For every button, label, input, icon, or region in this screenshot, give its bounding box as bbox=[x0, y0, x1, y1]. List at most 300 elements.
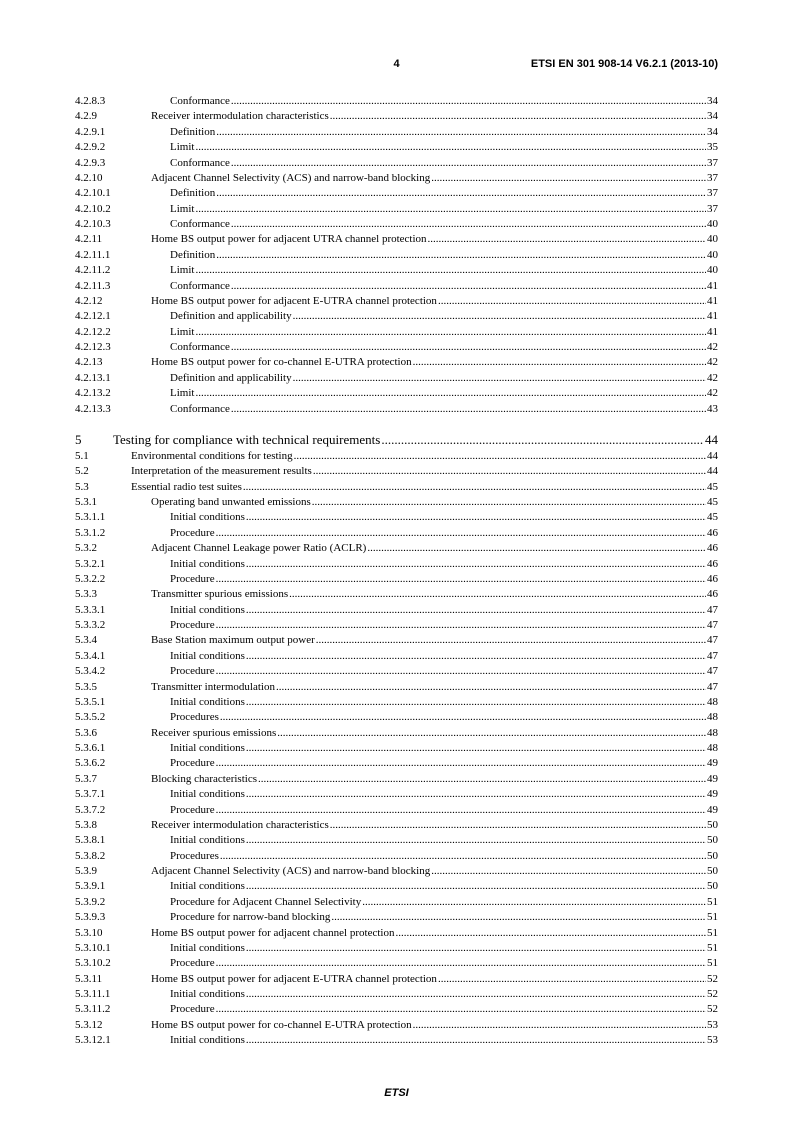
toc-entry-body bbox=[151, 1018, 718, 1033]
toc-entry[interactable] bbox=[75, 94, 718, 109]
toc-dot-leader bbox=[195, 386, 706, 401]
toc-dot-leader bbox=[195, 263, 706, 278]
toc-entry-title: Initial conditions bbox=[170, 695, 245, 710]
toc-entry-number: 4.2.10.2 bbox=[75, 202, 111, 215]
toc-dot-leader bbox=[362, 895, 706, 910]
toc-entry-number: 5.3.3.1 bbox=[75, 603, 106, 616]
toc-entry-title: Transmitter spurious emissions bbox=[151, 587, 288, 602]
toc-dot-leader bbox=[216, 664, 706, 679]
toc-entry-number: 4.2.11.3 bbox=[75, 279, 111, 292]
toc-dot-leader bbox=[258, 772, 706, 787]
toc-entry-title: Home BS output power for adjacent UTRA channel protection bbox=[151, 232, 427, 247]
toc-entry-page: 51 bbox=[707, 957, 718, 970]
toc-dot-leader bbox=[216, 756, 706, 771]
toc-entry[interactable] bbox=[75, 279, 718, 294]
toc-dot-leader bbox=[195, 202, 706, 217]
toc-entry-page: 48 bbox=[707, 726, 718, 739]
toc-entry[interactable] bbox=[75, 386, 718, 401]
toc-entry-body bbox=[113, 430, 718, 449]
toc-entry-page: 42 bbox=[707, 371, 718, 384]
toc-entry[interactable] bbox=[75, 864, 718, 879]
toc-dot-leader bbox=[413, 355, 706, 370]
toc-entry-body bbox=[151, 171, 718, 186]
toc-entry-number: 5.3.10.1 bbox=[75, 941, 111, 954]
toc-entry-body bbox=[170, 664, 718, 679]
toc-entry-page: 47 bbox=[707, 603, 718, 616]
toc-dot-leader bbox=[220, 710, 706, 725]
toc-entry-page: 43 bbox=[707, 402, 718, 415]
toc-entry-number: 4.2.9.2 bbox=[75, 141, 106, 154]
toc-entry-page: 52 bbox=[707, 1003, 718, 1016]
toc-entry-body bbox=[151, 109, 718, 124]
toc-entry-body bbox=[170, 263, 718, 278]
toc-entry-page: 48 bbox=[707, 742, 718, 754]
toc-entry-number: 5.3.5.1 bbox=[75, 695, 106, 708]
toc-entry-number: 5.3.5 bbox=[75, 680, 97, 693]
toc-entry[interactable] bbox=[75, 818, 718, 833]
toc-entry-page: 37 bbox=[707, 156, 718, 169]
toc-entry[interactable] bbox=[75, 710, 718, 725]
toc-entry-page: 44 bbox=[707, 449, 718, 462]
toc-entry[interactable] bbox=[75, 510, 718, 525]
toc-entry[interactable] bbox=[75, 340, 718, 355]
toc-dot-leader bbox=[246, 941, 706, 956]
toc-dot-leader bbox=[231, 402, 706, 417]
toc-entry-page: 34 bbox=[707, 95, 718, 107]
toc-entry-number: 5.3.9.3 bbox=[75, 911, 106, 924]
toc-entry-page: 41 bbox=[707, 279, 718, 292]
toc-entry-title: Conformance bbox=[170, 279, 230, 294]
toc-entry-body bbox=[170, 895, 718, 910]
toc-entry[interactable] bbox=[75, 680, 718, 695]
toc-entry-title: Procedure bbox=[170, 572, 215, 587]
toc-entry-body bbox=[170, 309, 718, 324]
toc-entry-title: Procedures bbox=[170, 849, 219, 864]
toc-dot-leader bbox=[246, 879, 706, 894]
toc-entry-page: 40 bbox=[707, 218, 718, 230]
toc-entry-body bbox=[151, 864, 718, 879]
toc-entry-body bbox=[170, 572, 718, 587]
toc-entry-title: Base Station maximum output power bbox=[151, 633, 315, 648]
toc-dot-leader bbox=[231, 156, 706, 171]
document-id: ETSI EN 301 908-14 V6.2.1 (2013-10) bbox=[530, 58, 718, 70]
toc-entry-number: 4.2.10.1 bbox=[75, 187, 111, 200]
toc-entry-number: 4.2.13.3 bbox=[75, 402, 111, 415]
toc-entry-body bbox=[151, 587, 718, 602]
toc-entry-body bbox=[170, 140, 718, 155]
toc-entry-number: 4.2.8.3 bbox=[75, 95, 106, 107]
toc-entry[interactable] bbox=[75, 664, 718, 679]
toc-entry-title: Conformance bbox=[170, 156, 230, 171]
toc-entry[interactable] bbox=[75, 1018, 718, 1033]
toc-entry-body bbox=[170, 94, 718, 109]
toc-entry-number: 5.3 bbox=[75, 480, 89, 493]
toc-entry-title: Procedure for Adjacent Channel Selectivity bbox=[170, 895, 361, 910]
toc-entry-page: 53 bbox=[707, 1034, 718, 1047]
toc-entry[interactable] bbox=[75, 125, 718, 140]
toc-entry-page: 42 bbox=[707, 341, 718, 353]
toc-dot-leader bbox=[246, 787, 706, 802]
page-header bbox=[0, 58, 793, 74]
toc-entry[interactable] bbox=[75, 371, 718, 386]
toc-entry-body bbox=[170, 202, 718, 217]
toc-dot-leader bbox=[231, 340, 706, 355]
toc-entry-body bbox=[131, 464, 718, 479]
toc-entry-number: 5.3.8.2 bbox=[75, 849, 106, 862]
toc-dot-leader bbox=[313, 464, 706, 479]
toc-entry-number: 5.3.4.1 bbox=[75, 649, 106, 662]
toc-entry-body bbox=[170, 956, 718, 971]
toc-entry-page: 51 bbox=[707, 895, 718, 908]
toc-entry-number: 4.2.9 bbox=[75, 110, 97, 123]
toc-entry-title: Procedure bbox=[170, 803, 215, 818]
toc-entry[interactable] bbox=[75, 987, 718, 1002]
toc-entry-title: Initial conditions bbox=[170, 833, 245, 848]
toc-entry-body bbox=[151, 355, 718, 370]
toc-entry-body bbox=[170, 987, 718, 1002]
toc-dot-leader bbox=[246, 649, 706, 664]
toc-entry[interactable] bbox=[75, 926, 718, 941]
toc-entry-title: Procedure for narrow-band blocking bbox=[170, 910, 330, 925]
toc-entry-title: Definition and applicability bbox=[170, 309, 292, 324]
toc-entry-body bbox=[151, 680, 718, 695]
toc-dot-leader bbox=[216, 572, 706, 587]
toc-entry-page: 45 bbox=[707, 496, 718, 508]
toc-entry-page: 50 bbox=[707, 849, 718, 862]
toc-dot-leader bbox=[276, 680, 706, 695]
toc-dot-leader bbox=[231, 217, 706, 232]
toc-entry-page: 47 bbox=[707, 634, 718, 647]
toc-entry[interactable] bbox=[75, 109, 718, 124]
toc-entry-body bbox=[170, 371, 718, 386]
toc-entry[interactable] bbox=[75, 449, 718, 464]
toc-entry-title: Limit bbox=[170, 202, 194, 217]
toc-dot-leader bbox=[277, 726, 706, 741]
toc-entry-title: Procedure bbox=[170, 756, 215, 771]
toc-entry[interactable] bbox=[75, 956, 718, 971]
toc-entry[interactable] bbox=[75, 849, 718, 864]
toc-entry-number: 4.2.9.1 bbox=[75, 125, 106, 138]
toc-dot-leader bbox=[216, 803, 706, 818]
toc-entry-title: Adjacent Channel Selectivity (ACS) and narrow-band blocking bbox=[151, 864, 430, 879]
toc-entry[interactable] bbox=[75, 294, 718, 309]
toc-entry-page: 48 bbox=[707, 711, 718, 724]
toc-entry[interactable] bbox=[75, 202, 718, 217]
toc-entry-number: 5.3.11.1 bbox=[75, 988, 111, 1000]
toc-entry-title: Receiver spurious emissions bbox=[151, 726, 276, 741]
toc-entry[interactable] bbox=[75, 325, 718, 340]
toc-entry-page: 37 bbox=[707, 202, 718, 215]
toc-entry-body bbox=[151, 726, 718, 741]
toc-entry-number: 5.3.3.2 bbox=[75, 619, 106, 631]
toc-dot-leader bbox=[413, 1018, 706, 1033]
toc-entry[interactable] bbox=[75, 895, 718, 910]
toc-entry-title: Initial conditions bbox=[170, 649, 245, 664]
toc-entry[interactable] bbox=[75, 756, 718, 771]
toc-entry-body bbox=[170, 510, 718, 525]
toc-entry[interactable] bbox=[75, 541, 718, 556]
toc-entry[interactable] bbox=[75, 232, 718, 247]
toc-entry-page: 49 bbox=[707, 757, 718, 770]
toc-entry-body bbox=[170, 1033, 718, 1048]
toc-entry-title: Essential radio test suites bbox=[131, 480, 242, 495]
toc-entry[interactable] bbox=[75, 430, 718, 449]
toc-entry-title: Definition bbox=[170, 248, 215, 263]
toc-entry-body bbox=[170, 910, 718, 925]
toc-entry-title: Definition and applicability bbox=[170, 371, 292, 386]
toc-entry-title: Procedure bbox=[170, 1002, 215, 1017]
toc-entry-number: 5.3.6.1 bbox=[75, 742, 106, 754]
toc-entry-body bbox=[131, 449, 718, 464]
toc-entry[interactable] bbox=[75, 464, 718, 479]
toc-entry-body bbox=[170, 125, 718, 140]
toc-entry[interactable] bbox=[75, 741, 718, 756]
toc-dot-leader bbox=[330, 818, 706, 833]
toc-entry-title: Interpretation of the measurement results bbox=[131, 464, 312, 479]
toc-entry-body bbox=[170, 526, 718, 541]
toc-entry[interactable] bbox=[75, 495, 718, 510]
toc-entry-body bbox=[170, 402, 718, 417]
toc-entry-page: 46 bbox=[707, 542, 718, 555]
toc-entry-page: 50 bbox=[707, 880, 718, 893]
toc-entry[interactable] bbox=[75, 572, 718, 587]
toc-dot-leader bbox=[428, 232, 706, 247]
toc-entry-title: Limit bbox=[170, 386, 194, 401]
toc-entry-body bbox=[170, 849, 718, 864]
toc-entry-body bbox=[151, 633, 718, 648]
toc-entry-title: Conformance bbox=[170, 340, 230, 355]
toc-entry[interactable] bbox=[75, 1002, 718, 1017]
toc-entry-page: 40 bbox=[707, 248, 718, 261]
toc-entry-page: 42 bbox=[707, 387, 718, 400]
toc-entry-page: 48 bbox=[707, 695, 718, 708]
toc-entry-title: Adjacent Channel Leakage power Ratio (ACLR) bbox=[151, 541, 366, 556]
toc-entry[interactable] bbox=[75, 248, 718, 263]
toc-dot-leader bbox=[293, 371, 706, 386]
toc-entry-page: 35 bbox=[707, 141, 718, 154]
toc-entry-number: 5.3.2.1 bbox=[75, 557, 106, 570]
toc-entry[interactable] bbox=[75, 1033, 718, 1048]
toc-entry-title: Operating band unwanted emissions bbox=[151, 495, 311, 510]
toc-entry-title: Home BS output power for adjacent E-UTRA channel protection bbox=[151, 294, 437, 309]
toc-entry-body bbox=[170, 756, 718, 771]
toc-entry[interactable] bbox=[75, 772, 718, 787]
toc-entry[interactable] bbox=[75, 171, 718, 186]
toc-entry[interactable] bbox=[75, 186, 718, 201]
toc-dot-leader bbox=[220, 849, 706, 864]
toc-entry-page: 44 bbox=[707, 465, 718, 478]
toc-entry-number: 4.2.9.3 bbox=[75, 156, 106, 169]
toc-dot-leader bbox=[438, 972, 706, 987]
toc-entry-number: 5.3.2 bbox=[75, 542, 97, 555]
toc-dot-leader bbox=[438, 294, 706, 309]
toc-entry-body bbox=[170, 340, 718, 355]
toc-entry[interactable] bbox=[75, 557, 718, 572]
toc-entry-number: 5.3.12.1 bbox=[75, 1034, 111, 1047]
toc-entry[interactable] bbox=[75, 309, 718, 324]
toc-entry-body bbox=[170, 1002, 718, 1017]
toc-entry-body bbox=[151, 232, 718, 247]
toc-entry-number: 5.3.4.2 bbox=[75, 665, 106, 678]
toc-entry-body bbox=[170, 787, 718, 802]
toc-entry-title: Initial conditions bbox=[170, 879, 245, 894]
toc-entry-page: 47 bbox=[707, 619, 718, 631]
toc-entry-page: 37 bbox=[707, 171, 718, 184]
toc-entry[interactable] bbox=[75, 695, 718, 710]
toc-dot-leader bbox=[395, 926, 706, 941]
toc-entry-page: 47 bbox=[707, 649, 718, 662]
toc-entry-number: 5.3.11.2 bbox=[75, 1003, 111, 1016]
toc-dot-leader bbox=[246, 603, 706, 618]
toc-entry-number: 5.3.7.1 bbox=[75, 788, 106, 801]
toc-entry[interactable] bbox=[75, 910, 718, 925]
toc-entry-page: 51 bbox=[707, 911, 718, 924]
toc-entry[interactable] bbox=[75, 726, 718, 741]
toc-entry[interactable] bbox=[75, 618, 718, 633]
toc-entry-number: 5.3.12 bbox=[75, 1018, 103, 1031]
toc-entry-body bbox=[170, 649, 718, 664]
toc-entry-page: 47 bbox=[707, 665, 718, 678]
toc-entry-title: Procedure bbox=[170, 618, 215, 633]
toc-entry-page: 49 bbox=[707, 788, 718, 801]
toc-dot-leader bbox=[293, 309, 706, 324]
toc-entry-title: Initial conditions bbox=[170, 941, 245, 956]
toc-entry-body bbox=[170, 695, 718, 710]
toc-dot-leader bbox=[316, 633, 706, 648]
toc-dot-leader bbox=[246, 557, 706, 572]
toc-entry-title: Adjacent Channel Selectivity (ACS) and narrow-band blocking bbox=[151, 171, 430, 186]
toc-entry-title: Initial conditions bbox=[170, 987, 245, 1002]
toc-entry-body bbox=[170, 941, 718, 956]
toc-entry-body bbox=[151, 541, 718, 556]
toc-entry-title: Limit bbox=[170, 263, 194, 278]
toc-entry-title: Initial conditions bbox=[170, 557, 245, 572]
toc-entry-title: Home BS output power for co-channel E-UTRA protection bbox=[151, 355, 412, 370]
toc-entry-page: 51 bbox=[707, 941, 718, 954]
toc-entry[interactable] bbox=[75, 787, 718, 802]
toc-entry-title: Home BS output power for adjacent channel protection bbox=[151, 926, 394, 941]
toc-entry-number: 4.2.11.2 bbox=[75, 264, 111, 277]
toc-entry-page: 41 bbox=[707, 310, 718, 323]
toc-entry-body bbox=[151, 972, 718, 987]
toc-entry-number: 5.3.1 bbox=[75, 496, 97, 508]
toc-entry-title: Limit bbox=[170, 140, 194, 155]
toc-dot-leader bbox=[431, 171, 706, 186]
toc-entry-number: 4.2.12.2 bbox=[75, 325, 111, 338]
toc-entry-page: 49 bbox=[707, 772, 718, 785]
toc-dot-leader bbox=[312, 495, 706, 510]
toc-dot-leader bbox=[243, 480, 706, 495]
toc-entry-body bbox=[170, 325, 718, 340]
toc-entry-number: 5.3.4 bbox=[75, 634, 97, 647]
toc-entry-number: 5.3.6.2 bbox=[75, 757, 106, 770]
toc-entry[interactable] bbox=[75, 217, 718, 232]
toc-entry[interactable] bbox=[75, 263, 718, 278]
toc-dot-leader bbox=[216, 248, 706, 263]
toc-entry[interactable] bbox=[75, 803, 718, 818]
toc-entry[interactable] bbox=[75, 941, 718, 956]
toc-entry[interactable] bbox=[75, 879, 718, 894]
toc-entry-page: 46 bbox=[707, 588, 718, 601]
toc-entry-number: 4.2.12.3 bbox=[75, 341, 111, 353]
toc-entry[interactable] bbox=[75, 402, 718, 417]
toc-dot-leader bbox=[216, 186, 706, 201]
table-of-contents bbox=[75, 94, 718, 1049]
toc-entry-page: 34 bbox=[707, 125, 718, 138]
toc-entry-title: Home BS output power for adjacent E-UTRA channel protection bbox=[151, 972, 437, 987]
toc-dot-leader bbox=[331, 910, 706, 925]
toc-entry-body bbox=[170, 248, 718, 263]
toc-dot-leader bbox=[330, 109, 706, 124]
toc-dot-leader bbox=[216, 1002, 706, 1017]
toc-dot-leader bbox=[231, 279, 706, 294]
toc-entry-number: 5.3.10.2 bbox=[75, 957, 111, 970]
toc-entry[interactable] bbox=[75, 140, 718, 155]
toc-entry-title: Receiver intermodulation characteristics bbox=[151, 818, 329, 833]
toc-entry-page: 49 bbox=[707, 803, 718, 816]
toc-entry-number: 4.2.12.1 bbox=[75, 310, 111, 323]
toc-entry[interactable] bbox=[75, 649, 718, 664]
toc-entry-page: 41 bbox=[707, 294, 718, 307]
toc-entry-number: 5.3.3 bbox=[75, 588, 97, 601]
toc-entry-page: 51 bbox=[707, 926, 718, 939]
toc-entry-page: 45 bbox=[707, 480, 718, 493]
toc-entry-title: Testing for compliance with technical requirements bbox=[113, 431, 381, 447]
page-number: 4 bbox=[393, 58, 400, 70]
toc-entry[interactable] bbox=[75, 587, 718, 602]
toc-entry-number: 5.3.8.1 bbox=[75, 834, 106, 847]
toc-entry-page: 50 bbox=[707, 834, 718, 847]
toc-entry-title: Definition bbox=[170, 125, 215, 140]
toc-entry-body bbox=[151, 495, 718, 510]
toc-entry-body bbox=[170, 386, 718, 401]
toc-dot-leader bbox=[246, 1033, 706, 1048]
page-footer: ETSI bbox=[384, 1087, 409, 1099]
toc-entry-number: 4.2.10 bbox=[75, 171, 103, 184]
toc-entry[interactable] bbox=[75, 480, 718, 495]
toc-entry-number: 5.3.7.2 bbox=[75, 803, 106, 816]
toc-entry-number: 4.2.13.2 bbox=[75, 387, 111, 400]
toc-entry-number: 5.3.2.2 bbox=[75, 572, 106, 585]
toc-entry[interactable] bbox=[75, 526, 718, 541]
toc-entry[interactable] bbox=[75, 156, 718, 171]
toc-entry-title: Initial conditions bbox=[170, 787, 245, 802]
toc-entry-title: Conformance bbox=[170, 217, 230, 232]
toc-entry-number: 5.3.7 bbox=[75, 772, 97, 785]
toc-entry-number: 5.1 bbox=[75, 449, 89, 462]
toc-entry-title: Definition bbox=[170, 186, 215, 201]
toc-entry-body bbox=[170, 156, 718, 171]
toc-entry-page: 41 bbox=[707, 325, 718, 338]
toc-entry-page: 37 bbox=[707, 187, 718, 200]
toc-entry-title: Initial conditions bbox=[170, 603, 245, 618]
toc-entry-number: 5.3.1.1 bbox=[75, 511, 106, 524]
toc-entry-page: 50 bbox=[707, 818, 718, 831]
toc-entry-body bbox=[151, 772, 718, 787]
toc-dot-leader bbox=[246, 741, 706, 756]
toc-entry[interactable] bbox=[75, 833, 718, 848]
toc-entry[interactable] bbox=[75, 355, 718, 370]
toc-entry-title: Initial conditions bbox=[170, 1033, 245, 1048]
toc-dot-leader bbox=[246, 987, 706, 1002]
toc-entry-page: 45 bbox=[707, 511, 718, 524]
toc-entry[interactable] bbox=[75, 972, 718, 987]
toc-entry[interactable] bbox=[75, 633, 718, 648]
toc-entry-number: 4.2.12 bbox=[75, 294, 103, 307]
toc-entry-title: Blocking characteristics bbox=[151, 772, 257, 787]
toc-entry[interactable] bbox=[75, 603, 718, 618]
toc-dot-leader bbox=[381, 430, 704, 449]
